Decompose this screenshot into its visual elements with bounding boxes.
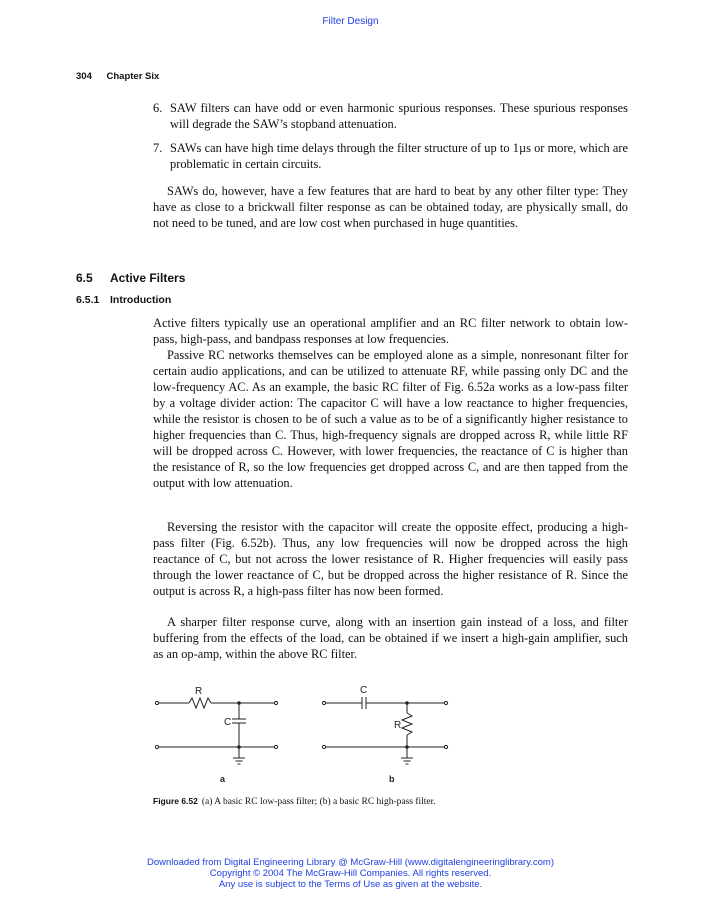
panel-label-b: b	[389, 774, 395, 784]
page-number: 304	[76, 71, 92, 82]
body-paragraph-1: Active filters typically use an operational amplifier and an RC filter network to obtain low-pass, high-pass, and bandpass responses at low frequencies.	[153, 316, 628, 346]
input-terminal-icon	[155, 701, 158, 704]
body-paragraph-3: Reversing the resistor with the capacitor will create the opposite effect, producing a high-pass filter (Fig. 6.52b). Thus, any low frequencies will now be dropped across the high reactance of C, but not across the lower resistance of R. Higher frequencies will easily pass through the lower reactance of C, but be dropped across the higher resistance of R. Since the output is across R, a high-pass filter has now been formed.	[153, 520, 628, 598]
footer-download-link[interactable]: Downloaded from Digital Engineering Library @ McGraw-Hill (www.digitalengineeringlibrary.com)	[146, 857, 555, 868]
resistor-label-b: R	[394, 720, 402, 731]
resistor-icon	[402, 713, 412, 735]
caption-text: (a) A basic RC low-pass filter; (b) a basic RC high-pass filter.	[201, 797, 436, 807]
body-paragraph-4: A sharper filter response curve, along with an insertion gain instead of a loss, and filter buffering from the effects of the load, can be obtained if we insert a high-gain amplifier, such as an op-amp, within the above RC filter.	[153, 615, 628, 661]
list-text: SAW filters can have odd or even harmonic spurious responses. These spurious responses will degrade the SAW’s stopband attenuation.	[170, 101, 628, 131]
ground-icon	[401, 758, 413, 764]
list-number: 7.	[153, 141, 163, 155]
output-terminal-icon	[274, 701, 277, 704]
subsection-number: 6.5.1	[76, 294, 100, 306]
resistor-label-a: R	[195, 686, 203, 697]
footer-terms-link[interactable]: Any use is subject to the Terms of Use as given at the website.	[218, 879, 483, 890]
footer-copyright: Copyright © 2004 The McGraw-Hill Companies. All rights reserved.	[209, 868, 492, 879]
section-number: 6.5	[76, 271, 93, 285]
figure-caption	[153, 796, 453, 808]
subsection-title: Introduction	[110, 294, 172, 306]
ground-icon	[233, 758, 245, 764]
body-paragraph-2: Passive RC networks themselves can be employed alone as a simple, nonresonant filter for certain audio applications, and can be utilized to attenuate RF, while passing only DC and the low-frequency AC. As an example, the basic RC filter of Fig. 6.52a works as a low-pass filter by a voltage divider action: The capacitor C will have a low reactance to higher frequencies, while the resistor is chosen to be of such a value as to be of a significantly higher resistance to higher frequencies than C. Thus, high-frequency signals are dropped across R, while little RF will be dropped across C. However, with lower frequencies, the reactance of C is higher than the resistance of R, so the low frequencies get dropped across C, and are then tapped from the output with low attenuation.	[153, 348, 628, 490]
chapter-title: Chapter Six	[106, 71, 160, 82]
low-pass-circuit	[155, 698, 277, 764]
figure-6-52	[148, 682, 458, 792]
footer	[0, 857, 701, 890]
list-text: SAWs can have high time delays through the filter structure of up to 1µs or more, which are problematic in certain circuits.	[170, 141, 628, 171]
capacitor-label-b: C	[360, 685, 368, 696]
resistor-icon	[189, 698, 211, 708]
list-number: 6.	[153, 101, 163, 115]
running-head	[76, 71, 159, 82]
subsection-heading	[76, 294, 171, 306]
list-item-7	[153, 140, 628, 172]
list-item-6	[153, 100, 628, 132]
input-terminal-icon	[322, 701, 325, 704]
high-pass-circuit	[322, 697, 447, 764]
capacitor-label-a: C	[224, 717, 232, 728]
top-link[interactable]: Filter Design	[322, 16, 379, 27]
section-heading	[76, 271, 185, 285]
section-title: Active Filters	[110, 271, 186, 285]
saw-paragraph: SAWs do, however, have a few features that are hard to beat by any other filter type: They have as close to a brickwall filter response as can be obtained today, are physically small, do not need to be tuned, and are low cost when purchased in huge quantities.	[153, 184, 628, 230]
caption-label: Figure 6.52	[153, 796, 198, 806]
output-terminal-icon	[444, 701, 447, 704]
panel-label-a: a	[220, 774, 226, 784]
